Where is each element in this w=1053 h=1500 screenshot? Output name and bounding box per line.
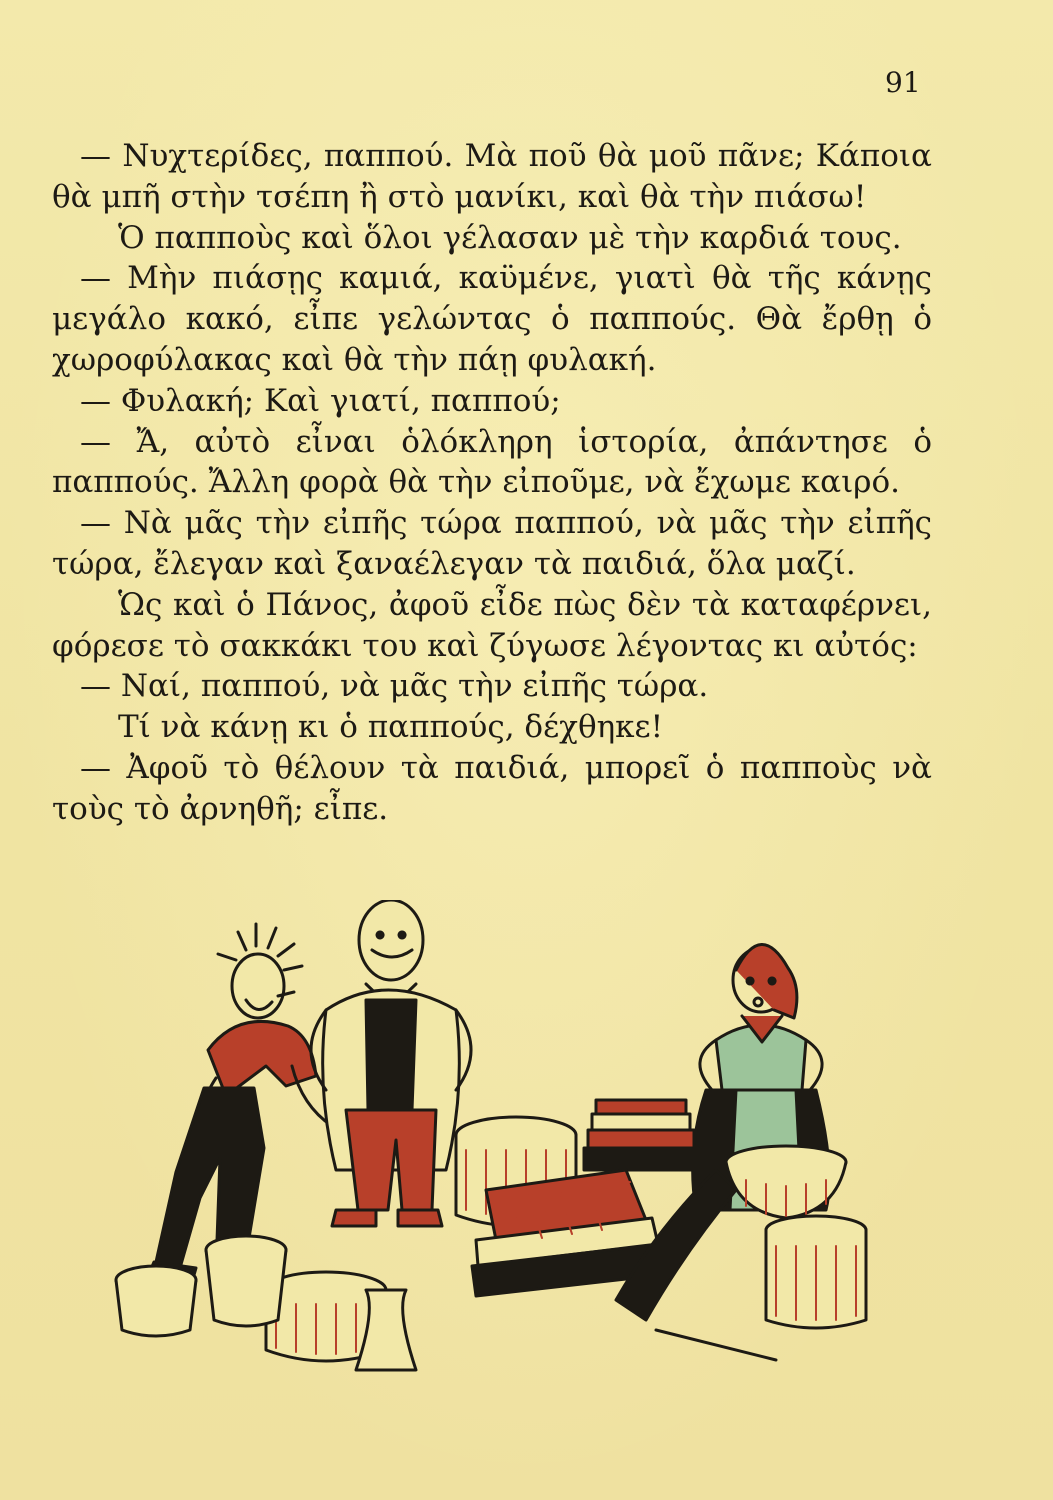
illustration-svg [96,900,916,1390]
paragraph-4: — Φυλακή; Καὶ γιατί, παππού; [80,382,561,419]
paragraph-10: — Ἀφοῦ τὸ θέλουν τὰ παιδιά, μπορεῖ ὁ παπποὺς νὰ τοὺς τὸ ἀρνηθῆ; εἶπε. [52,749,932,827]
boy-figure [148,924,337,1282]
kitchen-illustration [96,900,916,1390]
paragraph-3: — Μὴν πιάσῃς καμιά, καϋμένε, γιατὶ θὰ τῆς κάνῃς μεγάλο κακό, εἶπε γελώντας ὁ παππούς. Θὰ ἔρθῃ ὁ χωροφύλακας καὶ θὰ τὴν πάῃ φυλακή. [52,260,932,378]
paragraph-5: — Ἄ, αὐτὸ εἶναι ὁλόκληρη ἱστορία, ἀπάντησε ὁ παππούς. Ἄλλη φορὰ θὰ τὴν εἰποῦμε, νὰ ἔχωμε καιρό. [52,423,932,501]
paragraph-9: Τί νὰ κάνῃ κι ὁ παππούς, δέχθηκε! [118,709,664,746]
body-text [52,136,932,830]
paragraph-6: — Νὰ μᾶς τὴν εἰπῆς τώρα παππού, νὰ μᾶς τὴν εἰπῆς τώρα, ἔλεγαν καὶ ξαναέλεγαν τὰ παιδιά, ὅλα μαζί. [52,505,932,582]
page-number: 91 [885,66,921,99]
man-figure [311,900,471,1226]
paragraph-8: — Ναί, παππού, νὰ μᾶς τὴν εἰπῆς τώρα. [80,668,709,705]
paragraph-2: Ὁ παπποὺς καὶ ὅλοι γέλασαν μὲ τὴν καρδιά τους. [118,219,902,256]
paragraph-1: — Νυχτερίδες, παππού. Μὰ ποῦ θὰ μοῦ πᾶνε; Κάποια θὰ μπῆ στὴν τσέπη ἢ στὸ μανίκι, καὶ θὰ τὴν πιάσω! [52,138,932,215]
paragraph-7: Ὡς καὶ ὁ Πάνος, ἀφοῦ εἶδε πὼς δὲν τὰ καταφέρνει, φόρεσε τὸ σακκάκι του καὶ ζύγωσε λέγοντας κι αὐτός: [52,586,932,664]
